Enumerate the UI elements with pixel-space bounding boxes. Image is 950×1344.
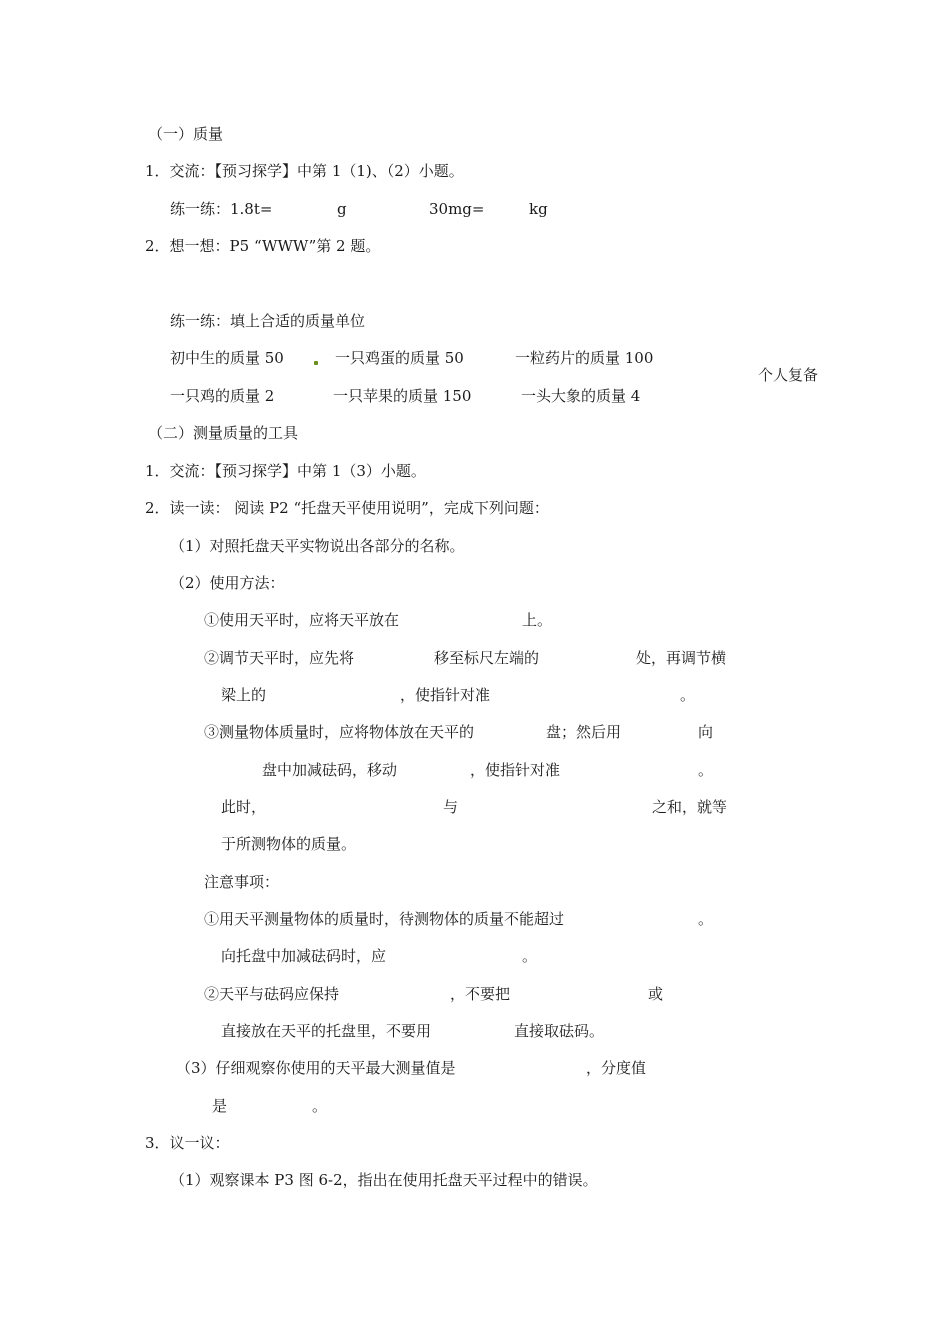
mass-item: 一头大象的质量 4 xyxy=(521,387,641,405)
mass-item: 一只鸡的质量 2 xyxy=(170,387,275,405)
method-2-cont: 梁上的 xyxy=(221,686,267,704)
unit-g: g xyxy=(337,200,347,218)
mg-value: 30mg= xyxy=(429,200,485,218)
method-3-result: 于所测物体的质量。 xyxy=(221,835,357,853)
discuss-question-1: （1）观察课本 P3 图 6-2，指出在使用托盘天平过程中的错误。 xyxy=(170,1171,598,1189)
question-3-is: 是 xyxy=(212,1097,228,1115)
note-2-end: 直接取砝码。 xyxy=(514,1022,605,1040)
notes-heading: 注意事项： xyxy=(204,873,280,891)
method-1-end: 上。 xyxy=(522,611,553,629)
method-2-mid: 移至标尺左端的 xyxy=(434,649,540,667)
note-2-or: 或 xyxy=(648,985,664,1003)
note-1-cont: 向托盘中加减砝码时，应 xyxy=(221,947,387,965)
method-3: ③测量物体质量时，应将物体放在天平的 xyxy=(204,723,475,741)
method-2-pointer: ，使指针对准 xyxy=(400,686,491,704)
discuss-item-3: 3．议一议： xyxy=(145,1134,230,1152)
note-2-mid: ，不要把 xyxy=(450,985,511,1003)
note-1: ①用天平测量物体的质量时，待测物体的质量不能超过 xyxy=(204,910,565,928)
think-item-2: 2．想一想：P5 “WWW”第 2 题。 xyxy=(145,237,381,255)
mass-item: 一粒药片的质量 100 xyxy=(515,349,654,367)
method-3-period: 。 xyxy=(698,761,714,779)
question-3-division: ，分度值 xyxy=(586,1059,647,1077)
exchange-item-1: 1．交流：【预习探学】中第 1（1)、（2）小题。 xyxy=(145,162,464,180)
method-3-plate: 盘；然后用 xyxy=(546,723,622,741)
marker-dot xyxy=(314,361,318,365)
method-3-cont: 盘中加减砝码，移动 xyxy=(262,761,398,779)
note-2: ②天平与砝码应保持 xyxy=(204,985,340,1003)
mass-item: 一只鸡蛋的质量 50 xyxy=(335,349,464,367)
practice-2-title: 练一练：填上合适的质量单位 xyxy=(170,312,366,330)
note-1-period: 。 xyxy=(522,947,538,965)
method-3-pointer: ，使指针对准 xyxy=(470,761,561,779)
method-2: ②调节天平时，应先将 xyxy=(204,649,355,667)
practice-label: 练一练：1.8t= xyxy=(170,200,273,218)
question-2: （2）使用方法： xyxy=(170,574,285,592)
side-note: 个人复备 xyxy=(758,366,819,384)
section-heading-tools: （二）测量质量的工具 xyxy=(148,424,299,442)
method-3-sum: 之和，就等 xyxy=(652,798,728,816)
method-3-and: 与 xyxy=(443,798,459,816)
method-1: ①使用天平时，应将天平放在 xyxy=(204,611,400,629)
method-3-now: 此时， xyxy=(221,798,267,816)
unit-kg: kg xyxy=(529,200,548,218)
method-2-end: 处，再调节横 xyxy=(636,649,727,667)
exchange-item-1b: 1．交流：【预习探学】中第 1（3）小题。 xyxy=(145,462,426,480)
question-3-period: 。 xyxy=(312,1097,328,1115)
method-2-period: 。 xyxy=(680,686,696,704)
read-item-2: 2．读一读： 阅读 P2 “托盘天平使用说明”，完成下列问题： xyxy=(145,499,549,517)
question-1: （1）对照托盘天平实物说出各部分的名称。 xyxy=(170,537,465,555)
method-3-to: 向 xyxy=(698,723,714,741)
section-heading-mass: （一）质量 xyxy=(148,125,224,143)
note-1-end: 。 xyxy=(698,910,714,928)
mass-item: 初中生的质量 50 xyxy=(170,349,284,367)
question-3: （3）仔细观察你使用的天平最大测量值是 xyxy=(176,1059,456,1077)
note-2-cont: 直接放在天平的托盘里，不要用 xyxy=(221,1022,432,1040)
mass-item: 一只苹果的质量 150 xyxy=(333,387,472,405)
